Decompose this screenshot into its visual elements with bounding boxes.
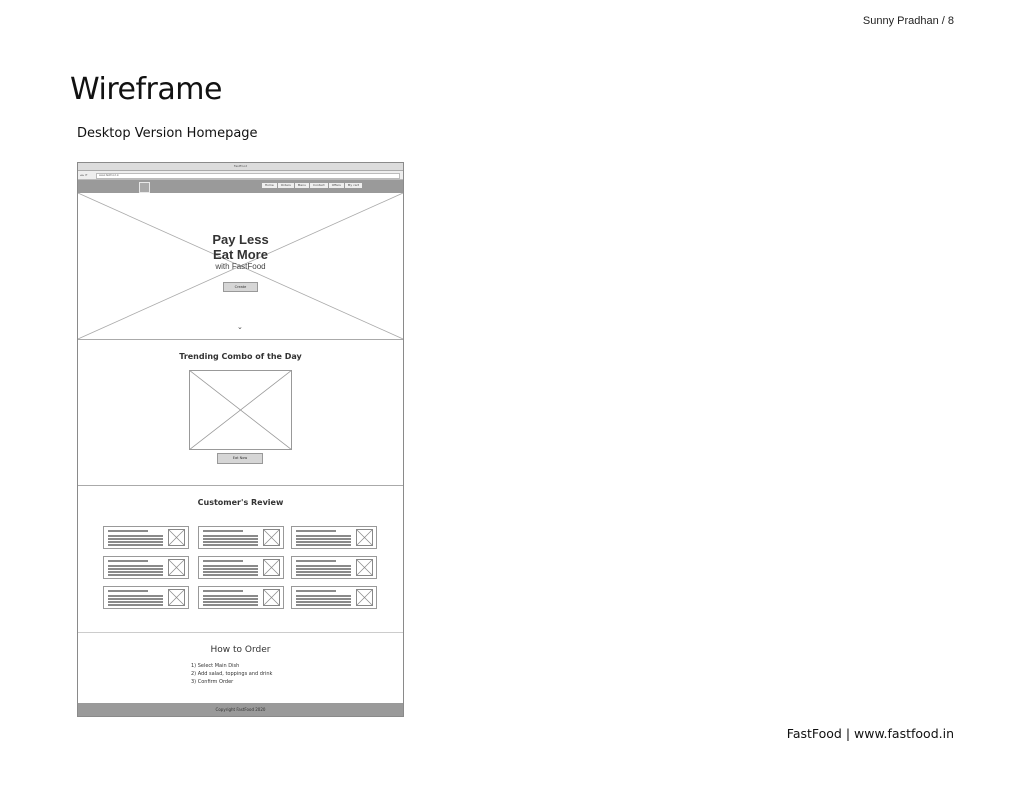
text-placeholder-bar	[296, 590, 336, 592]
review-card	[198, 556, 284, 579]
text-placeholder-bar	[296, 568, 351, 570]
review-image-placeholder-icon	[356, 559, 373, 576]
hero-headline	[78, 233, 403, 271]
text-placeholder-bar	[296, 571, 351, 573]
text-placeholder-bar	[108, 595, 163, 597]
review-card	[291, 526, 377, 549]
review-card	[103, 556, 189, 579]
text-placeholder-bar	[108, 598, 163, 600]
text-placeholder-bar	[203, 568, 258, 570]
text-placeholder-bar	[296, 541, 351, 543]
text-placeholder-bar	[108, 541, 163, 543]
review-card	[291, 556, 377, 579]
howto-steps	[191, 662, 272, 686]
text-placeholder-bar	[108, 538, 163, 540]
text-placeholder-bar	[296, 535, 351, 537]
text-placeholder-bar	[108, 544, 163, 546]
review-image-placeholder-icon	[263, 529, 280, 546]
text-placeholder-bar	[203, 535, 258, 537]
text-placeholder-bar	[296, 598, 351, 600]
review-image-placeholder-icon	[356, 589, 373, 606]
text-placeholder-bar	[203, 590, 243, 592]
wireframe-url-field: www.fastfood.in	[96, 173, 400, 179]
document-footer: FastFood | www.fastfood.in	[786, 726, 954, 741]
document-subtitle: Desktop Version Homepage	[77, 126, 258, 141]
text-placeholder-bar	[108, 601, 163, 603]
wireframe-navbar	[78, 180, 403, 193]
window-controls-icon: ◂▸⟳	[80, 173, 89, 177]
text-placeholder-bar	[296, 595, 351, 597]
text-placeholder-bar	[296, 565, 351, 567]
text-placeholder-bar	[108, 604, 163, 606]
howto-title: How to Order	[210, 645, 271, 655]
text-placeholder-bar	[203, 538, 258, 540]
text-placeholder-bar	[203, 595, 258, 597]
review-image-placeholder-icon	[168, 559, 185, 576]
text-placeholder-bar	[296, 560, 336, 562]
nav-item-offers: Offers	[329, 183, 344, 188]
text-placeholder-bar	[203, 544, 258, 546]
text-placeholder-bar	[203, 598, 258, 600]
text-placeholder-bar	[108, 560, 148, 562]
hero-line-1: Pay Less	[212, 232, 269, 247]
text-placeholder-bar	[296, 538, 351, 540]
text-placeholder-bar	[203, 541, 258, 543]
wireframe-howto-section	[78, 633, 403, 705]
wireframe-trending-section	[78, 340, 403, 486]
text-placeholder-bar	[203, 560, 243, 562]
text-placeholder-bar	[108, 530, 148, 532]
hero-button: Create	[223, 282, 258, 292]
text-placeholder-bar	[108, 565, 163, 567]
text-placeholder-bar	[108, 571, 163, 573]
review-card	[103, 526, 189, 549]
wireframe-review-section	[78, 486, 403, 633]
page-author-number: Sunny Pradhan / 8	[862, 15, 954, 27]
text-placeholder-bar	[108, 574, 163, 576]
wireframe-nav-menu	[262, 183, 362, 188]
text-placeholder-bar	[203, 565, 258, 567]
scroll-down-chevron-icon: ⌄	[237, 323, 243, 331]
nav-item-contact: Contact	[310, 183, 328, 188]
wireframe-footer: Copyright FastFood 2020	[78, 703, 403, 716]
text-placeholder-bar	[203, 530, 243, 532]
review-card	[198, 586, 284, 609]
text-placeholder-bar	[203, 601, 258, 603]
text-placeholder-bar	[203, 571, 258, 573]
text-placeholder-bar	[296, 530, 336, 532]
eat-now-button: Eat Now	[217, 453, 263, 464]
text-placeholder-bar	[296, 601, 351, 603]
logo-placeholder-icon	[139, 182, 150, 193]
nav-item-home: Home	[262, 183, 277, 188]
hero-line-2: Eat More	[213, 246, 268, 262]
review-card	[103, 586, 189, 609]
review-image-placeholder-icon	[263, 559, 280, 576]
howto-step: 3) Confirm Order	[191, 679, 234, 685]
trending-title: Trending Combo of the Day	[179, 352, 302, 361]
nav-item-orders: Orders	[278, 183, 294, 188]
review-image-placeholder-icon	[168, 589, 185, 606]
nav-item-menu: Menu	[295, 183, 309, 188]
text-placeholder-bar	[108, 590, 148, 592]
nav-item-cart: My cart	[345, 183, 362, 188]
howto-step: 2) Add salad, toppings and drink	[191, 671, 273, 677]
review-card	[291, 586, 377, 609]
text-placeholder-bar	[108, 535, 163, 537]
review-image-placeholder-icon	[263, 589, 280, 606]
wireframe-mockup	[77, 162, 404, 717]
review-image-placeholder-icon	[356, 529, 373, 546]
review-card	[198, 526, 284, 549]
text-placeholder-bar	[296, 544, 351, 546]
document-title: Wireframe	[70, 72, 222, 107]
wireframe-window-title: FastFood	[78, 163, 403, 171]
wireframe-hero-section	[78, 193, 403, 340]
text-placeholder-bar	[296, 574, 351, 576]
text-placeholder-bar	[108, 568, 163, 570]
text-placeholder-bar	[203, 574, 258, 576]
text-placeholder-bar	[296, 604, 351, 606]
trending-image-placeholder-icon	[189, 370, 292, 450]
howto-step: 1) Select Main Dish	[191, 663, 240, 669]
review-image-placeholder-icon	[168, 529, 185, 546]
review-title: Customer's Review	[197, 498, 284, 507]
text-placeholder-bar	[203, 604, 258, 606]
hero-line-3: with FastFood	[215, 262, 266, 271]
wireframe-address-bar	[78, 171, 403, 180]
